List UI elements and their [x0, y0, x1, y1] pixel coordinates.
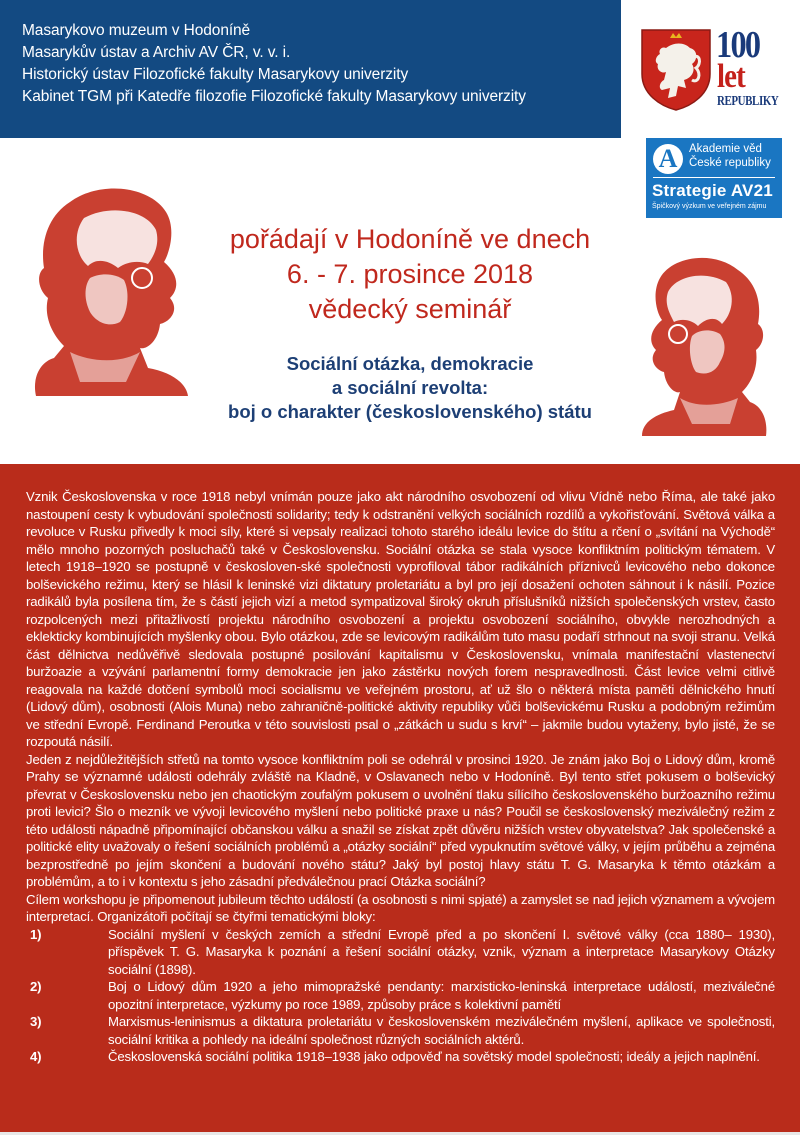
event-dates: 6. - 7. prosince 2018 [286, 259, 534, 289]
thematic-block-item [26, 1013, 775, 1048]
centenary-label: REPUBLIKY [717, 94, 779, 109]
thematic-block-number: 1) [30, 926, 42, 942]
organizer-line: Masarykovo muzeum v Hodoníně [22, 22, 251, 39]
academy-divider [653, 177, 775, 178]
seminar-title-line: Sociální otázka, demokracie [286, 353, 534, 374]
event-intro: pořádají v Hodoníně ve dnech [229, 224, 591, 254]
academy-strategy-logo [646, 138, 782, 218]
thematic-block-item [26, 926, 775, 979]
organizer-line: Kabinet TGM při Katedře filozofie Filozofické fakulty Masarykovy univerzity [22, 88, 526, 105]
organizer-line: Masarykův ústav a Archiv AV ČR, v. v. i. [22, 44, 291, 61]
seminar-title-line: boj o charakter (československého) státu [228, 401, 592, 422]
academy-name-line1: Akademie věd [689, 143, 762, 155]
seminar-title-line: a sociální revolta: [331, 377, 489, 398]
thematic-block-text: Boj o Lidový dům 1920 a jeho mimopražské pendanty: marxisticko-leninská interpretace událostí, meziválečné opozitní interpretace, výzkumy po roce 1989, způsoby práce s kolektivní pamětí [108, 979, 775, 1012]
masaryk-portrait-left-icon [30, 182, 190, 398]
description-paragraph: Cílem workshopu je připomenout jubileum těchto událostí (a osobnosti s nimi spjaté) a zamyslet se nad jejich významem a vývojem interpretací. Organizátoři počítají se čtyřmi tematickými bloky: [26, 891, 775, 924]
thematic-block-text: Marxismus-leninismus a diktatura proletariátu v československém meziválečném myšlení, aplikace ve společnosti, sociální kritika a pohledy na ideální společnost různých sociálních aktérů. [108, 1014, 775, 1047]
thematic-block-item [26, 978, 775, 1013]
organizer-line: Historický ústav Filozofické fakulty Masarykovy univerzity [22, 66, 409, 83]
masaryk-portrait-right-icon [640, 252, 770, 437]
description-body [26, 488, 775, 1066]
description-paragraph: Vznik Československa v roce 1918 nebyl vnímán pouze jako akt národního osvobození od vlivu Vídně nebo Říma, ale také jako nastoupení cesty k vybudování společnosti solidarity; tedy k odstranění velkých sociálních rozdílů a vykořisťování. Světová válka a revoluce v Rusku přivedly k moci síly, které si vepsaly realizaci tohoto starého ideálu levice do štítu a rčení o „svítání na Východě“ mělo mnoho pozorných posluchačů také v Československu. Sociální otázka se stala vysoce konfliktním politickým tématem. V letech 1918–1920 se postupně v českosloven-ské společnosti vyprofiloval tábor radikálních příznivců levicového nebo dokonce bolševického režimu, který se hlásil k leninské vizi diktatury proletariátu a byl pro její dosažení ochoten sáhnout i k násilí. Pozice radikálů byla posílena tím, že s částí jejich vizí a metod sympatizoval široký okruh příslušníků nižších společenských vrstev, často rozpolcených mezi přitažlivostí projektu národního osvobození a projektu osvobození sociálního, obvykle nerozhodných a eklekticky kombinujících myšlenky obou. Bylo otázkou, zde se levicovým radikálům tuto masu podaří strhnout na svoji stranu. Velká část dělnictva nedůvěřivě sledovala postupné posilování kapitalismu v Československu, vnímala manifestační vlastenectví buržoazie a vzývání parlamentní formy demokracie jen jako zástěrku nových forem nespravedlnosti. Část levice velmi citlivě reagovala na každé dotčení symbolů moci socialismu ve veřejném prostoru, ať už šlo o některá místa paměti dělnického hnutí (Lidový dům), osobnosti (Alois Muna) nebo zahraničně-politické aktivity republiky vůči bolševickému Rusku a podobným režimům ve střední Evropě. Ferdinand Peroutka v této souvislosti psal o „zátkách u sudu s krví“ – jakmile budou vytaženy, bylo jisté, že se rozpoutá násilí. [26, 489, 775, 749]
thematic-blocks-list [26, 926, 775, 1066]
academy-tagline: Špičkový výzkum ve veřejném zájmu [652, 203, 767, 210]
thematic-block-text: Sociální myšlení v českých zemích a střední Evropě před a po skončení I. světové války (cca 1880– 1930), příspěvek T. G. Masaryka k poznání a řešení sociální otázky, vznik, význam a interpretace Masarykovy Otázky sociální (1898). [108, 926, 775, 977]
centenary-number: 100 [716, 24, 760, 66]
description-paragraph: Jeden z nejdůležitějších střetů na tomto vysoce konfliktním poli se odehrál v prosinci 1920. Je znám jako Boj o Lidový dům, kromě Prahy se významné události odehrály zvláště na Kladně, v Oslavanech nebo v Hodoníně. Byl tento střet pokusem o bolševický převrat v Československu nebo jen chaotickým zoufalým pokusem o uvolnění tlaku sílícího československého buržoazního režimu proti levici? Šlo o mezník ve vývoji levicového myšlení nebo politické praxe u nás? Poučil se československý meziválečný režim z této události nápadně připomínající občanskou válku a snažil se získat zpět důvěru nižších vrstev obyvatelstva? Jak společenské a politické elity uvažovaly o řešení sociálních problémů a „otázky sociální“ před vypuknutím světové války, v jejím průběhu a zejména bezprostředně po jejím skončení a budování nového státu? Jaký byl postoj hlavy státu T. G. Masaryka k těmto otázkám a problémům, a to i v kontextu s jeho zásadní předválečnou prací Otázka sociální? [26, 751, 775, 889]
czech-lion-coat-of-arms-icon [640, 28, 712, 112]
thematic-block-number: 2) [30, 979, 42, 994]
thematic-block-text: Československá sociální politika 1918–1938 jako odpověď na sovětský model společnosti; ideály a jejich naplnění. [108, 1049, 760, 1064]
academy-program: Strategie AV21 [652, 181, 773, 200]
thematic-block-item [26, 1048, 775, 1066]
thematic-block-number: 4) [30, 1049, 42, 1064]
centenary-word: let [717, 58, 745, 95]
organizers-header [0, 0, 621, 138]
republic-centenary-logo [640, 24, 790, 112]
event-type: vědecký seminář [308, 294, 512, 324]
academy-name-line2: České republiky [689, 157, 771, 169]
description-section [0, 464, 800, 1132]
academy-a-icon: A [653, 144, 683, 174]
thematic-block-number: 3) [30, 1014, 42, 1029]
